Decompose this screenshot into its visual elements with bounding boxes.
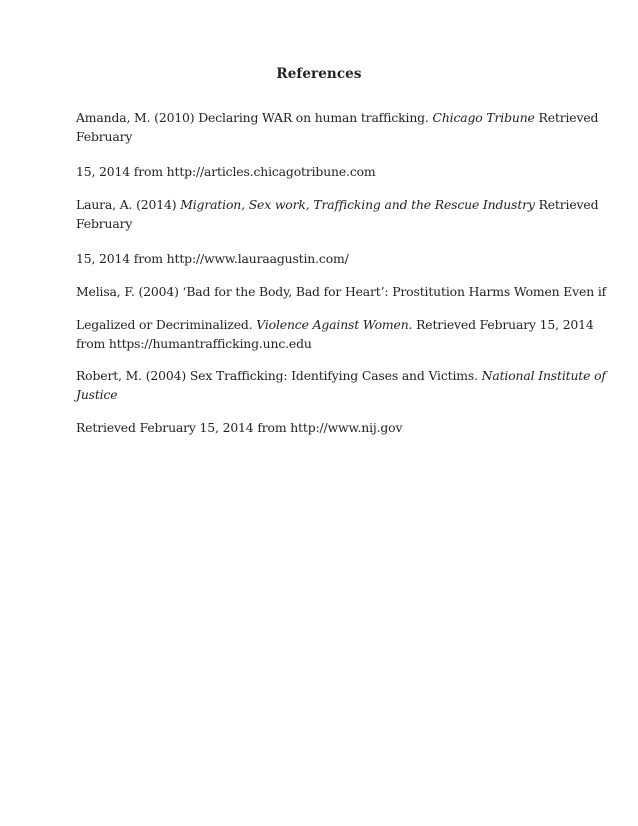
reference-line: February (76, 129, 133, 144)
reference-line: Amanda, M. (2010) Declaring WAR on human trafficking. Chicago Tribune Retrieved (76, 110, 599, 125)
reference-paragraph (76, 195, 599, 233)
page-title: References (276, 66, 362, 82)
reference-line: Legalized or Decriminalized. Violence Against Women. Retrieved February 15, 2014 (76, 317, 594, 332)
reference-line: Robert, M. (2004) Sex Trafficking: Identifying Cases and Victims. National Institute of (76, 368, 606, 383)
reference-line: Justice (76, 387, 118, 402)
reference-line: from https://humantrafficking.unc.edu (76, 336, 312, 351)
reference-line: 15, 2014 from http://articles.chicagotribune.com (76, 164, 376, 179)
reference-paragraph (76, 249, 566, 268)
reference-paragraph (76, 315, 594, 353)
reference-paragraph (76, 418, 566, 437)
reference-paragraph (76, 162, 566, 181)
reference-line: Retrieved February 15, 2014 from http://www.nij.gov (76, 420, 403, 435)
reference-line: Melisa, F. (2004) ‘Bad for the Body, Bad for Heart’: Prostitution Harms Women Even if (76, 284, 607, 299)
reference-line: 15, 2014 from http://www.lauraagustin.com/ (76, 251, 349, 266)
reference-line: February (76, 216, 133, 231)
reference-paragraph (76, 108, 599, 146)
reference-paragraph (76, 366, 606, 404)
reference-line: Laura, A. (2014) Migration, Sex work, Trafficking and the Rescue Industry Retrieved (76, 197, 599, 212)
reference-paragraph (76, 282, 607, 301)
